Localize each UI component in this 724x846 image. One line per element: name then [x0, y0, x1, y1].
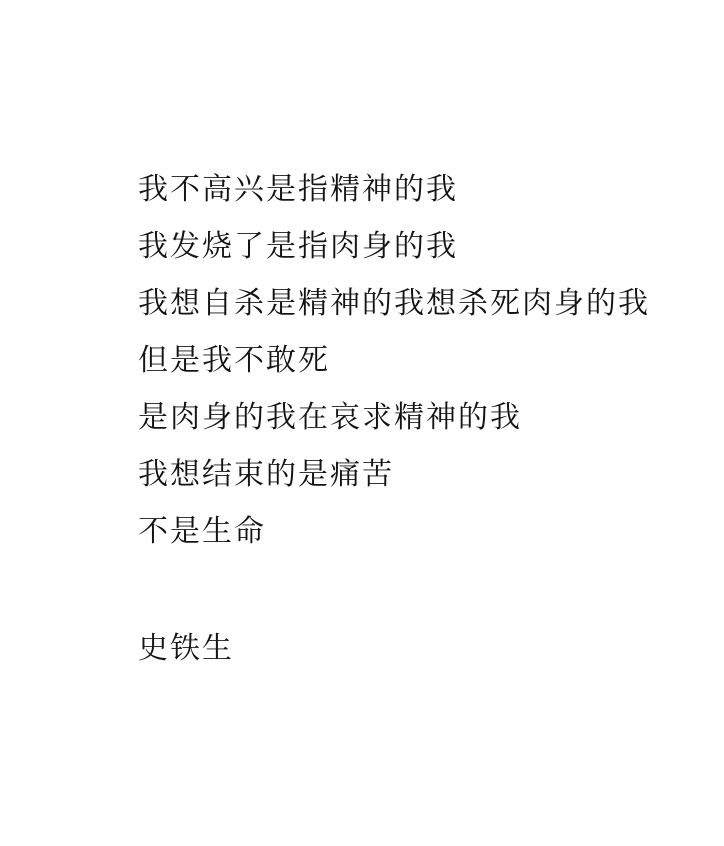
poem-text-block — [138, 161, 650, 560]
poem-line-7: 不是生命 — [138, 514, 266, 549]
poem-line-1: 我不高兴是指精神的我 — [138, 172, 458, 207]
poem-line-5: 是肉身的我在哀求精神的我 — [138, 400, 522, 435]
poem-line-2: 我发烧了是指肉身的我 — [138, 229, 458, 264]
poem-line-3: 我想自杀是精神的我想杀死肉身的我 — [138, 286, 650, 321]
poem-line-6: 我想结束的是痛苦 — [138, 457, 394, 492]
author-name: 史铁生 — [138, 631, 234, 666]
poem-line-4: 但是我不敢死 — [138, 343, 330, 378]
